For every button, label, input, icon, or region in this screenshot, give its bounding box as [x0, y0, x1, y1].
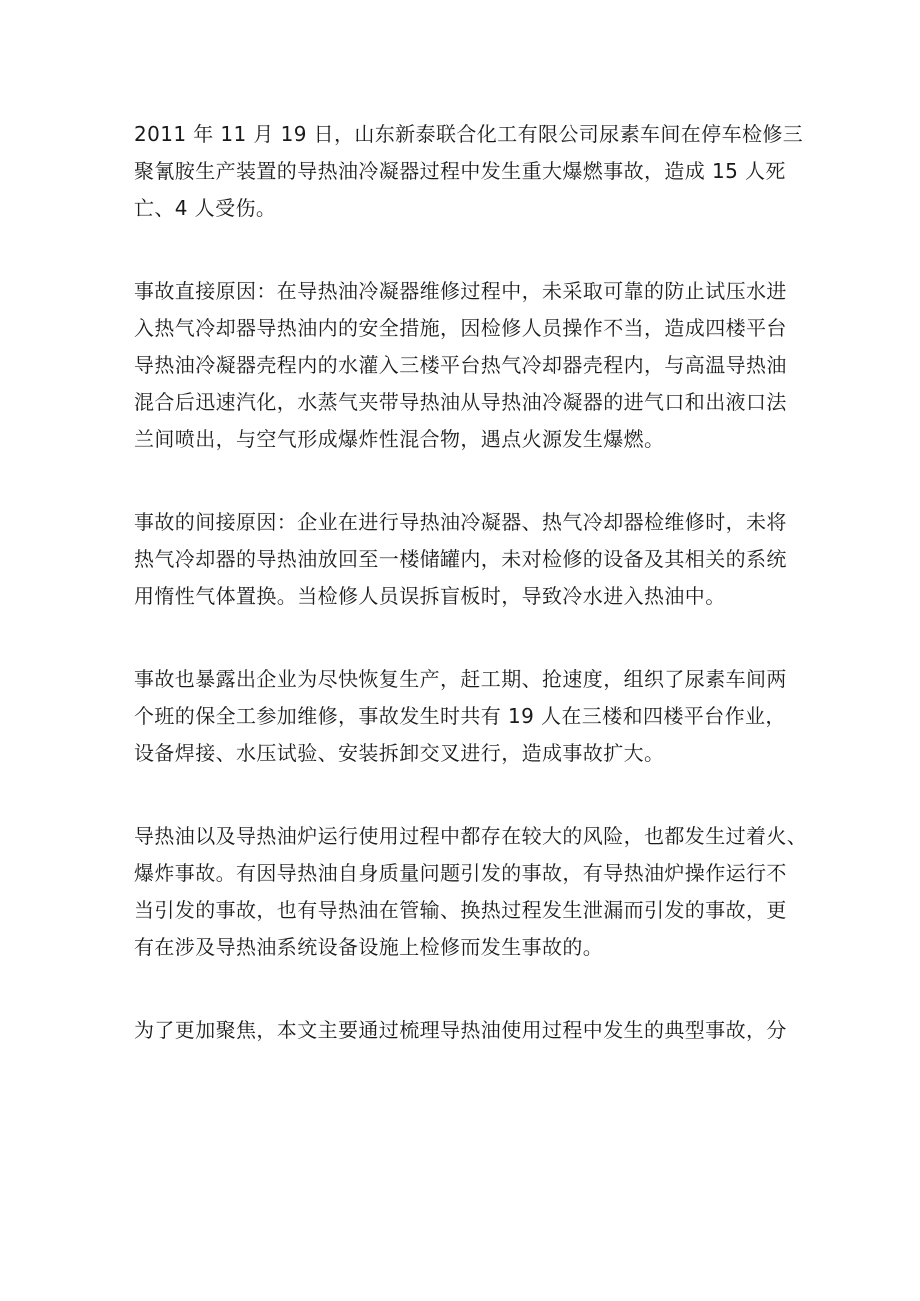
text-line: 当引发的事故，也有导热油在管输、换热过程发生泄漏而引发的事故，更: [134, 898, 787, 922]
paragraph-exposed-problems: [134, 661, 794, 772]
text-line: 亡、4 人受伤。: [134, 196, 277, 220]
document-body: [134, 116, 808, 1095]
text-line: 聚氰胺生产装置的导热油冷凝器过程中发生重大爆燃事故，造成 15 人死: [134, 159, 786, 183]
paragraph-indirect-cause: [134, 504, 794, 615]
text-line: 有在涉及导热油系统设备设施上检修而发生事故的。: [134, 935, 604, 959]
text-line: 热气冷却器的导热油放回至一楼储罐内，未对检修的设备及其相关的系统: [134, 547, 787, 571]
text-line: 2011 年 11 月 19 日，山东新泰联合化工有限公司尿素车间在停车检修三: [134, 122, 804, 146]
text-line: 设备焊接、水压试验、安装拆卸交叉进行，造成事故扩大。: [134, 741, 665, 765]
text-line: 兰间喷出，与空气形成爆炸性混合物，遇点火源发生爆燃。: [134, 427, 665, 451]
text-line: 事故的间接原因：企业在进行导热油冷凝器、热气冷却器检维修时，未将: [134, 510, 787, 534]
text-line: 事故直接原因：在导热油冷凝器维修过程中，未采取可靠的防止试压水进: [134, 279, 787, 303]
paragraph-heat-transfer-oil-risks: [134, 818, 808, 966]
text-line: 混合后迅速汽化，水蒸气夹带导热油从导热油冷凝器的进气口和出液口法: [134, 390, 787, 414]
text-line: 用惰性气体置换。当检修人员误拆盲板时，导致冷水进入热油中。: [134, 584, 726, 608]
text-line: 个班的保全工参加维修，事故发生时共有 19 人在三楼和四楼平台作业，: [134, 704, 786, 728]
paragraph-article-purpose: [134, 1012, 794, 1049]
text-line: 导热油冷凝器壳程内的水灌入三楼平台热气冷却器壳程内，与高温导热油: [134, 353, 787, 377]
text-line: 事故也暴露出企业为尽快恢复生产，赶工期、抢速度，组织了尿素车间两: [134, 667, 787, 691]
text-line: 入热气冷却器导热油内的安全措施，因检修人员操作不当，造成四楼平台: [134, 316, 787, 340]
paragraph-direct-cause: [134, 273, 794, 458]
text-line: 导热油以及导热油炉运行使用过程中都存在较大的风险，也都发生过着火、: [134, 824, 808, 848]
text-line: 为了更加聚焦，本文主要通过梳理导热油使用过程中发生的典型事故，分: [134, 1018, 787, 1042]
text-line: 爆炸事故。有因导热油自身质量问题引发的事故，有导热油炉操作运行不: [134, 861, 787, 885]
paragraph-accident-summary: [134, 116, 804, 227]
